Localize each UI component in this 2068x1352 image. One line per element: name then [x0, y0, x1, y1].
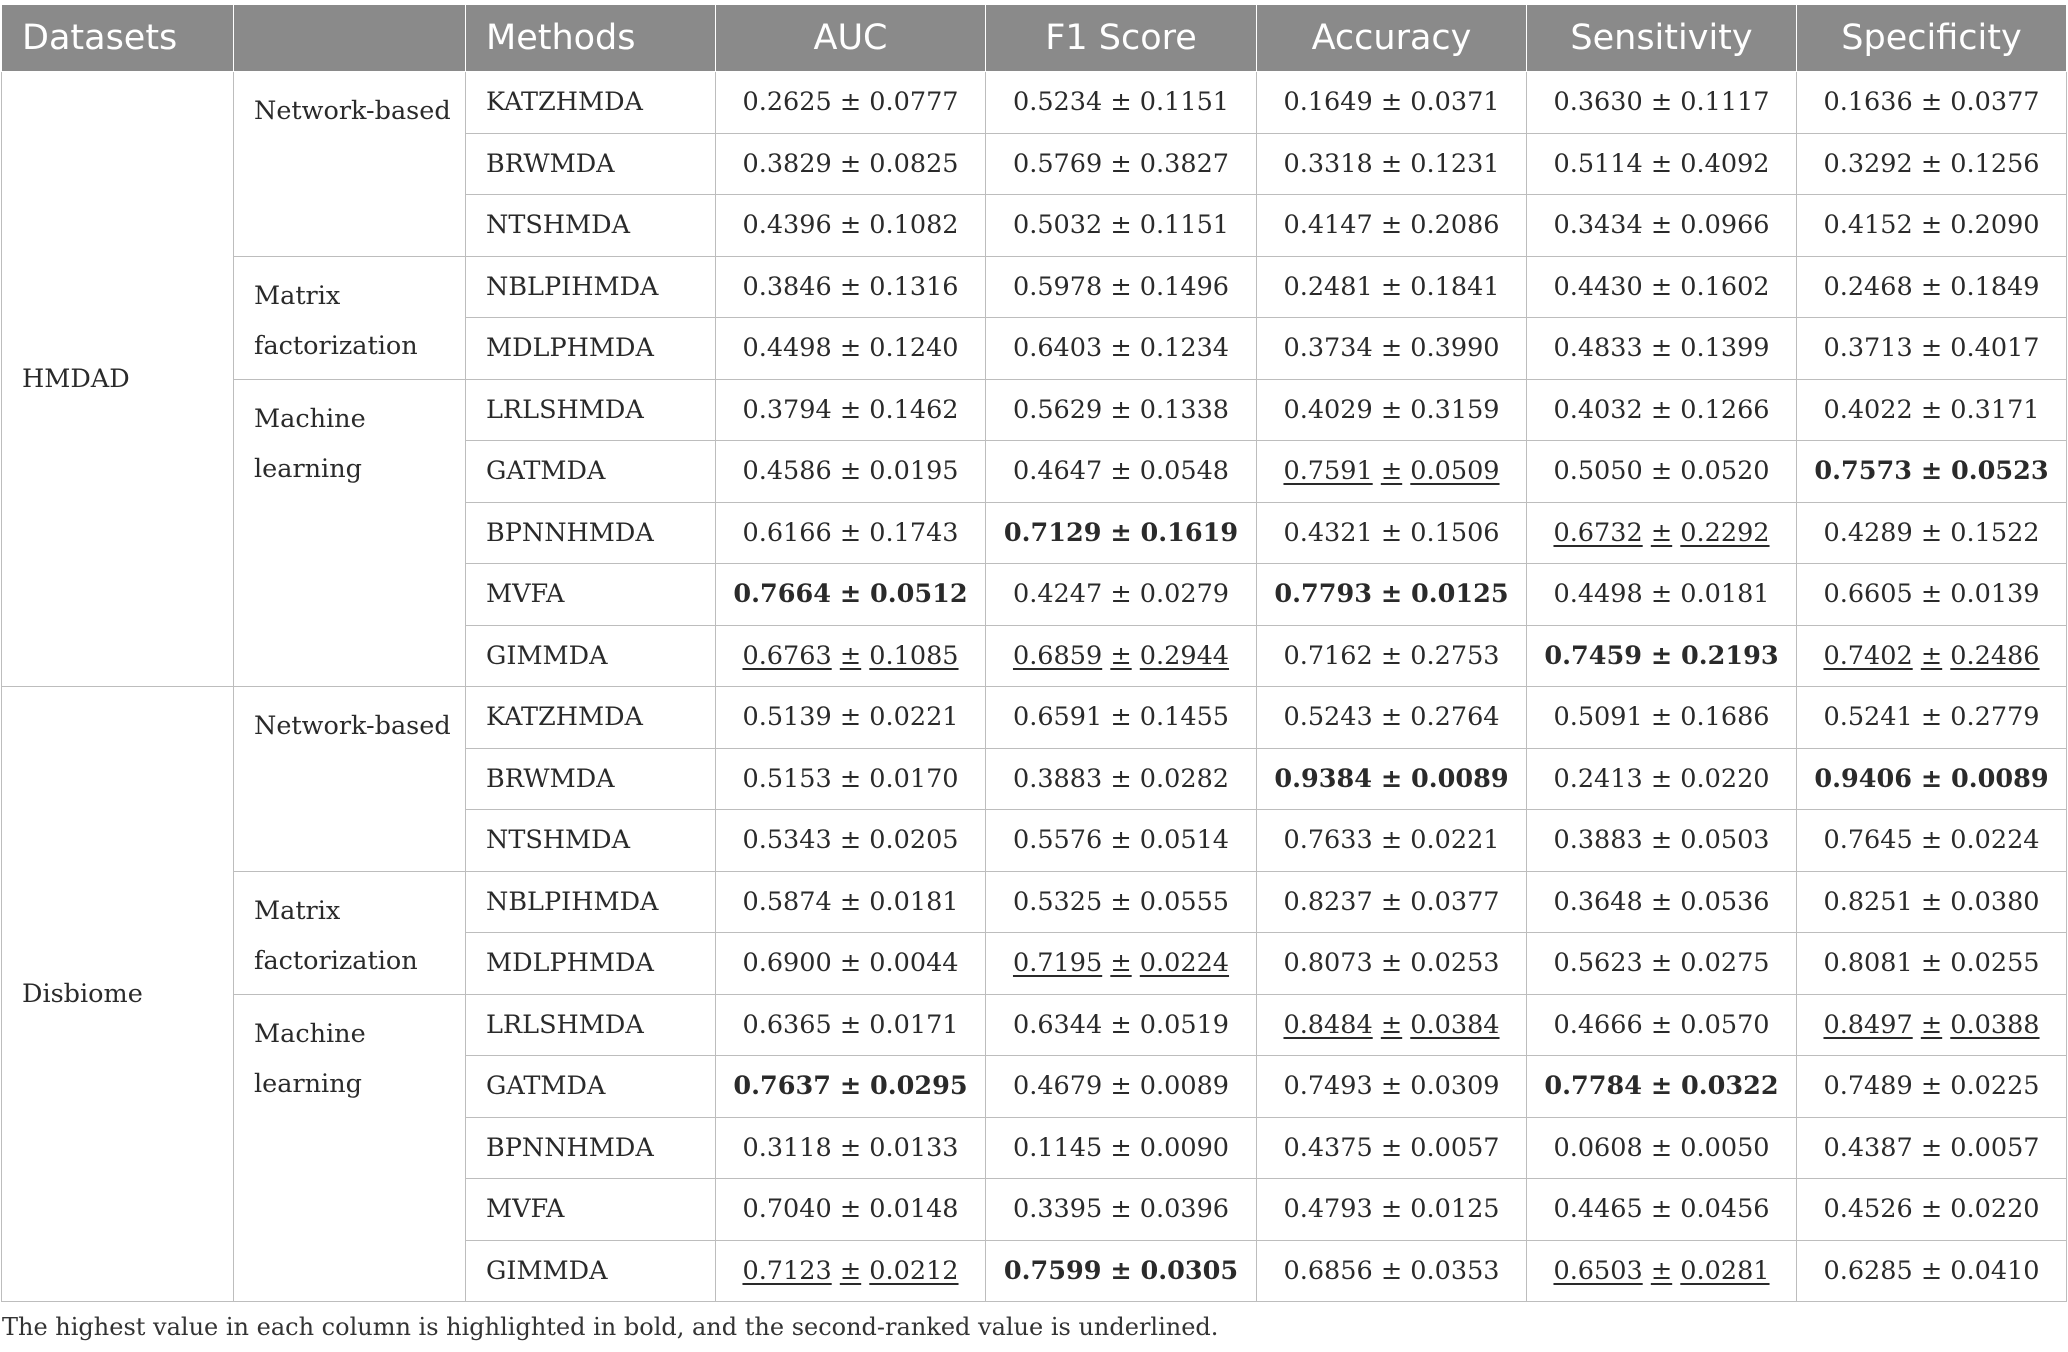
method-cell: LRLSHMDA [466, 379, 716, 441]
sensitivity-value: 0.2413 ± 0.0220 [1553, 763, 1770, 794]
sensitivity-value: 0.3630 ± 0.1117 [1553, 87, 1770, 118]
auc-value-cell [716, 687, 986, 749]
sensitivity-value: 0.4032 ± 0.1266 [1553, 394, 1770, 425]
sensitivity-value: 0.4430 ± 0.1602 [1553, 271, 1770, 302]
sensitivity-value-cell [1527, 933, 1797, 995]
auc-value: 0.5153 ± 0.0170 [742, 763, 959, 794]
accuracy-value-cell [1257, 564, 1527, 626]
specificity-value: 0.4526 ± 0.0220 [1823, 1194, 2040, 1225]
specificity-value-cell [1797, 502, 2067, 564]
header-datasets: Datasets [2, 5, 234, 72]
accuracy-value: 0.6856 ± 0.0353 [1283, 1255, 1500, 1286]
specificity-value: 0.3713 ± 0.4017 [1823, 333, 2040, 364]
f1-score-value: 0.5325 ± 0.0555 [1012, 886, 1230, 917]
auc-value: 0.5343 ± 0.0205 [742, 825, 959, 856]
accuracy-value-cell [1257, 195, 1527, 257]
specificity-value-cell [1797, 871, 2067, 933]
specificity-value: 0.7573 ± 0.0523 [1814, 456, 2049, 487]
sensitivity-value: 0.4465 ± 0.0456 [1553, 1194, 1770, 1225]
specificity-value: 0.1636 ± 0.0377 [1823, 87, 2040, 118]
specificity-value: 0.4387 ± 0.0057 [1823, 1132, 2040, 1163]
specificity-value: 0.6285 ± 0.0410 [1823, 1255, 2040, 1286]
sensitivity-value: 0.5623 ± 0.0275 [1553, 948, 1770, 979]
auc-value: 0.7123 ± 0.0212 [742, 1255, 959, 1286]
auc-value-cell [716, 441, 986, 503]
accuracy-value: 0.7793 ± 0.0125 [1274, 579, 1509, 610]
auc-value-cell [716, 564, 986, 626]
sensitivity-value-cell [1527, 1117, 1797, 1179]
f1-score-value: 0.1145 ± 0.0090 [1012, 1132, 1230, 1163]
auc-value-cell [716, 72, 986, 134]
sensitivity-value: 0.4666 ± 0.0570 [1553, 1009, 1770, 1040]
accuracy-value: 0.7591 ± 0.0509 [1283, 456, 1500, 487]
sensitivity-value-cell [1527, 1179, 1797, 1241]
f1-score-value: 0.5629 ± 0.1338 [1012, 394, 1230, 425]
accuracy-value-cell [1257, 256, 1527, 318]
table-row [2, 379, 2067, 441]
specificity-value-cell [1797, 810, 2067, 872]
accuracy-value-cell [1257, 379, 1527, 441]
specificity-value: 0.4152 ± 0.2090 [1823, 210, 2040, 241]
accuracy-value-cell [1257, 72, 1527, 134]
auc-value-cell [716, 256, 986, 318]
f1-score-value: 0.4679 ± 0.0089 [1012, 1071, 1230, 1102]
specificity-value-cell [1797, 133, 2067, 195]
specificity-value-cell [1797, 1117, 2067, 1179]
specificity-value-cell [1797, 1056, 2067, 1118]
specificity-value-cell [1797, 441, 2067, 503]
accuracy-value: 0.5243 ± 0.2764 [1283, 702, 1500, 733]
category-cell: Matrix factorization [234, 871, 466, 994]
sensitivity-value-cell [1527, 441, 1797, 503]
accuracy-value-cell [1257, 1240, 1527, 1302]
accuracy-value: 0.8073 ± 0.0253 [1283, 948, 1500, 979]
header-accuracy: Accuracy [1257, 5, 1527, 72]
header-auc: AUC [716, 5, 986, 72]
sensitivity-value: 0.4498 ± 0.0181 [1553, 579, 1770, 610]
method-cell: NTSHMDA [466, 195, 716, 257]
f1-score-value: 0.7129 ± 0.1619 [1003, 517, 1239, 548]
accuracy-value-cell [1257, 1179, 1527, 1241]
f1-score-value: 0.3395 ± 0.0396 [1012, 1194, 1230, 1225]
specificity-value: 0.5241 ± 0.2779 [1823, 702, 2040, 733]
sensitivity-value-cell [1527, 133, 1797, 195]
f1-score-value-cell [986, 1240, 1257, 1302]
f1-score-value-cell [986, 994, 1257, 1056]
auc-value: 0.3846 ± 0.1316 [742, 271, 959, 302]
sensitivity-value-cell [1527, 1056, 1797, 1118]
f1-score-value: 0.6344 ± 0.0519 [1012, 1009, 1230, 1040]
auc-value-cell [716, 810, 986, 872]
auc-value-cell [716, 379, 986, 441]
accuracy-value: 0.4029 ± 0.3159 [1283, 394, 1500, 425]
f1-score-value-cell [986, 502, 1257, 564]
auc-value: 0.5874 ± 0.0181 [742, 886, 959, 917]
sensitivity-value: 0.3883 ± 0.0503 [1553, 825, 1770, 856]
specificity-value: 0.8081 ± 0.0255 [1823, 948, 2040, 979]
table-row [2, 871, 2067, 933]
f1-score-value: 0.5576 ± 0.0514 [1012, 825, 1230, 856]
specificity-value-cell [1797, 72, 2067, 134]
header-row [2, 5, 2067, 72]
specificity-value-cell [1797, 1240, 2067, 1302]
sensitivity-value-cell [1527, 748, 1797, 810]
sensitivity-value: 0.0608 ± 0.0050 [1553, 1132, 1770, 1163]
auc-value-cell [716, 502, 986, 564]
method-cell: BPNNHMDA [466, 502, 716, 564]
accuracy-value-cell [1257, 133, 1527, 195]
f1-score-value-cell [986, 625, 1257, 687]
auc-value: 0.4586 ± 0.0195 [742, 456, 959, 487]
f1-score-value: 0.5234 ± 0.1151 [1012, 87, 1230, 118]
accuracy-value-cell [1257, 318, 1527, 380]
category-cell: Machine learning [234, 994, 466, 1302]
accuracy-value-cell [1257, 748, 1527, 810]
method-cell: KATZHMDA [466, 72, 716, 134]
f1-score-value-cell [986, 318, 1257, 380]
auc-value: 0.3118 ± 0.0133 [742, 1132, 959, 1163]
specificity-value: 0.4022 ± 0.3171 [1823, 394, 2040, 425]
accuracy-value: 0.4375 ± 0.0057 [1283, 1132, 1500, 1163]
method-cell: GIMMDA [466, 625, 716, 687]
header-sensitivity: Sensitivity [1527, 5, 1797, 72]
f1-score-value: 0.5032 ± 0.1151 [1012, 210, 1230, 241]
f1-score-value-cell [986, 687, 1257, 749]
f1-score-value-cell [986, 195, 1257, 257]
accuracy-value-cell [1257, 1056, 1527, 1118]
method-cell: GATMDA [466, 1056, 716, 1118]
f1-score-value-cell [986, 441, 1257, 503]
specificity-value: 0.7402 ± 0.2486 [1823, 640, 2040, 671]
auc-value-cell [716, 318, 986, 380]
header-category [234, 5, 466, 72]
accuracy-value-cell [1257, 625, 1527, 687]
specificity-value: 0.7645 ± 0.0224 [1823, 825, 2040, 856]
sensitivity-value: 0.5050 ± 0.0520 [1553, 456, 1770, 487]
auc-value: 0.2625 ± 0.0777 [742, 87, 959, 118]
category-cell: Network-based [234, 72, 466, 257]
accuracy-value-cell [1257, 933, 1527, 995]
sensitivity-value-cell [1527, 195, 1797, 257]
method-cell: NBLPIHMDA [466, 256, 716, 318]
sensitivity-value: 0.4833 ± 0.1399 [1553, 333, 1770, 364]
auc-value: 0.7637 ± 0.0295 [733, 1071, 968, 1102]
specificity-value-cell [1797, 195, 2067, 257]
method-cell: MDLPHMDA [466, 318, 716, 380]
method-cell: MVFA [466, 564, 716, 626]
table-row [2, 994, 2067, 1056]
auc-value: 0.6365 ± 0.0171 [742, 1009, 959, 1040]
dataset-cell: HMDAD [2, 72, 234, 687]
accuracy-value: 0.3734 ± 0.3990 [1283, 333, 1500, 364]
auc-value: 0.3829 ± 0.0825 [742, 148, 959, 179]
category-cell: Network-based [234, 687, 466, 872]
auc-value-cell [716, 1240, 986, 1302]
auc-value-cell [716, 871, 986, 933]
auc-value: 0.4396 ± 0.1082 [742, 210, 959, 241]
auc-value-cell [716, 1117, 986, 1179]
auc-value-cell [716, 994, 986, 1056]
accuracy-value-cell [1257, 1117, 1527, 1179]
auc-value: 0.4498 ± 0.1240 [742, 333, 959, 364]
f1-score-value-cell [986, 871, 1257, 933]
f1-score-value-cell [986, 1179, 1257, 1241]
method-cell: MVFA [466, 1179, 716, 1241]
specificity-value-cell [1797, 933, 2067, 995]
category-cell: Matrix factorization [234, 256, 466, 379]
sensitivity-value: 0.7459 ± 0.2193 [1544, 640, 1779, 671]
f1-score-value: 0.4247 ± 0.0279 [1012, 579, 1230, 610]
specificity-value: 0.4289 ± 0.1522 [1823, 517, 2040, 548]
sensitivity-value-cell [1527, 318, 1797, 380]
specificity-value: 0.7489 ± 0.0225 [1823, 1071, 2040, 1102]
f1-score-value: 0.6859 ± 0.2944 [1012, 640, 1230, 671]
accuracy-value-cell [1257, 810, 1527, 872]
accuracy-value: 0.4321 ± 0.1506 [1283, 517, 1500, 548]
sensitivity-value: 0.3648 ± 0.0536 [1553, 886, 1770, 917]
accuracy-value: 0.8484 ± 0.0384 [1283, 1009, 1500, 1040]
table-row [2, 687, 2067, 749]
f1-score-value: 0.5769 ± 0.3827 [1012, 148, 1230, 179]
sensitivity-value: 0.5091 ± 0.1686 [1553, 702, 1770, 733]
method-cell: MDLPHMDA [466, 933, 716, 995]
table-row [2, 256, 2067, 318]
auc-value: 0.6763 ± 0.1085 [742, 640, 959, 671]
auc-value-cell [716, 748, 986, 810]
f1-score-value-cell [986, 256, 1257, 318]
specificity-value-cell [1797, 748, 2067, 810]
accuracy-value: 0.8237 ± 0.0377 [1283, 886, 1500, 917]
f1-score-value-cell [986, 133, 1257, 195]
method-cell: BRWMDA [466, 748, 716, 810]
accuracy-value-cell [1257, 441, 1527, 503]
sensitivity-value-cell [1527, 871, 1797, 933]
auc-value: 0.5139 ± 0.0221 [742, 702, 959, 733]
f1-score-value-cell [986, 810, 1257, 872]
specificity-value-cell [1797, 994, 2067, 1056]
auc-value-cell [716, 1179, 986, 1241]
sensitivity-value-cell [1527, 687, 1797, 749]
f1-score-value: 0.6591 ± 0.1455 [1012, 702, 1230, 733]
method-cell: NBLPIHMDA [466, 871, 716, 933]
auc-value-cell [716, 933, 986, 995]
auc-value: 0.6166 ± 0.1743 [742, 517, 959, 548]
header-f1-score: F1 Score [986, 5, 1257, 72]
sensitivity-value: 0.3434 ± 0.0966 [1553, 210, 1770, 241]
sensitivity-value: 0.7784 ± 0.0322 [1544, 1071, 1779, 1102]
specificity-value-cell [1797, 318, 2067, 380]
accuracy-value: 0.9384 ± 0.0089 [1274, 763, 1509, 794]
specificity-value: 0.6605 ± 0.0139 [1823, 579, 2040, 610]
f1-score-value-cell [986, 748, 1257, 810]
accuracy-value: 0.4147 ± 0.2086 [1283, 210, 1500, 241]
auc-value-cell [716, 625, 986, 687]
f1-score-value: 0.4647 ± 0.0548 [1012, 456, 1230, 487]
method-cell: LRLSHMDA [466, 994, 716, 1056]
sensitivity-value-cell [1527, 625, 1797, 687]
f1-score-value: 0.3883 ± 0.0282 [1012, 763, 1230, 794]
specificity-value: 0.8251 ± 0.0380 [1823, 886, 2040, 917]
specificity-value-cell [1797, 256, 2067, 318]
auc-value: 0.3794 ± 0.1462 [742, 394, 959, 425]
specificity-value: 0.8497 ± 0.0388 [1823, 1009, 2040, 1040]
specificity-value-cell [1797, 379, 2067, 441]
category-cell: Machine learning [234, 379, 466, 687]
method-cell: GIMMDA [466, 1240, 716, 1302]
auc-value-cell [716, 1056, 986, 1118]
specificity-value: 0.9406 ± 0.0089 [1814, 763, 2049, 794]
dataset-cell: Disbiome [2, 687, 234, 1302]
accuracy-value: 0.1649 ± 0.0371 [1283, 87, 1500, 118]
f1-score-value-cell [986, 1056, 1257, 1118]
sensitivity-value-cell [1527, 810, 1797, 872]
sensitivity-value-cell [1527, 502, 1797, 564]
method-cell: NTSHMDA [466, 810, 716, 872]
table-row [2, 72, 2067, 134]
auc-value: 0.6900 ± 0.0044 [742, 948, 959, 979]
sensitivity-value: 0.6503 ± 0.0281 [1553, 1255, 1770, 1286]
f1-score-value-cell [986, 1117, 1257, 1179]
f1-score-value-cell [986, 379, 1257, 441]
accuracy-value: 0.7493 ± 0.0309 [1283, 1071, 1500, 1102]
accuracy-value-cell [1257, 502, 1527, 564]
sensitivity-value-cell [1527, 379, 1797, 441]
specificity-value: 0.3292 ± 0.1256 [1823, 148, 2040, 179]
f1-score-value-cell [986, 72, 1257, 134]
f1-score-value-cell [986, 564, 1257, 626]
auc-value-cell [716, 195, 986, 257]
header-specificity: Specificity [1797, 5, 2067, 72]
accuracy-value: 0.2481 ± 0.1841 [1283, 271, 1500, 302]
accuracy-value-cell [1257, 687, 1527, 749]
method-cell: GATMDA [466, 441, 716, 503]
auc-value: 0.7040 ± 0.0148 [742, 1194, 959, 1225]
header-methods: Methods [466, 5, 716, 72]
results-table [1, 5, 2067, 1302]
accuracy-value-cell [1257, 871, 1527, 933]
sensitivity-value: 0.5114 ± 0.4092 [1553, 148, 1770, 179]
f1-score-value: 0.6403 ± 0.1234 [1012, 333, 1230, 364]
f1-score-value: 0.7195 ± 0.0224 [1012, 948, 1230, 979]
table-footnote: The highest value in each column is highlighted in bold, and the second-ranked value is underlined. [2, 1313, 1219, 1341]
f1-score-value-cell [986, 933, 1257, 995]
sensitivity-value-cell [1527, 994, 1797, 1056]
method-cell: BRWMDA [466, 133, 716, 195]
method-cell: KATZHMDA [466, 687, 716, 749]
specificity-value-cell [1797, 687, 2067, 749]
sensitivity-value: 0.6732 ± 0.2292 [1553, 517, 1770, 548]
method-cell: BPNNHMDA [466, 1117, 716, 1179]
sensitivity-value-cell [1527, 564, 1797, 626]
specificity-value-cell [1797, 1179, 2067, 1241]
accuracy-value: 0.7162 ± 0.2753 [1283, 640, 1500, 671]
sensitivity-value-cell [1527, 1240, 1797, 1302]
auc-value: 0.7664 ± 0.0512 [733, 579, 968, 610]
accuracy-value: 0.3318 ± 0.1231 [1283, 148, 1500, 179]
auc-value-cell [716, 133, 986, 195]
accuracy-value-cell [1257, 994, 1527, 1056]
f1-score-value: 0.5978 ± 0.1496 [1012, 271, 1230, 302]
specificity-value: 0.2468 ± 0.1849 [1823, 271, 2040, 302]
accuracy-value: 0.4793 ± 0.0125 [1283, 1194, 1500, 1225]
sensitivity-value-cell [1527, 256, 1797, 318]
accuracy-value: 0.7633 ± 0.0221 [1283, 825, 1500, 856]
f1-score-value: 0.7599 ± 0.0305 [1003, 1255, 1239, 1286]
sensitivity-value-cell [1527, 72, 1797, 134]
specificity-value-cell [1797, 564, 2067, 626]
specificity-value-cell [1797, 625, 2067, 687]
